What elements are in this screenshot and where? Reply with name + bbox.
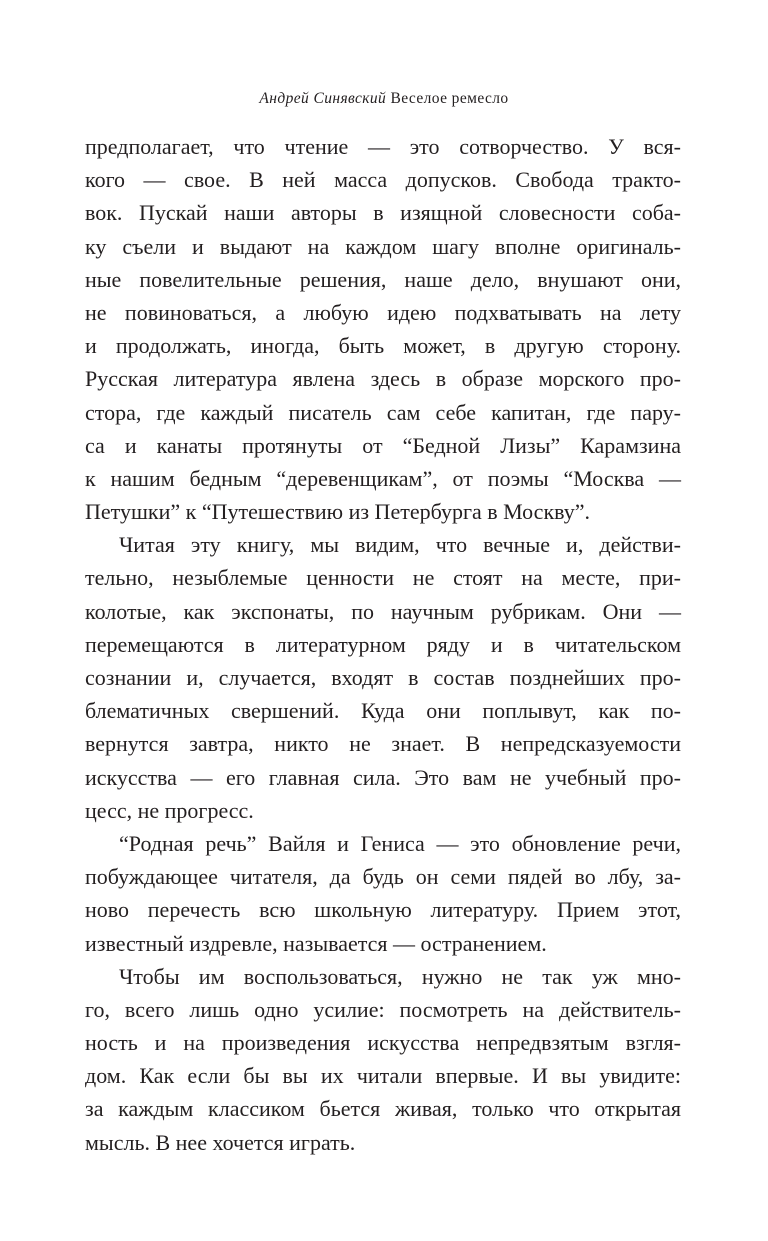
text-line: ку съели и выдают на каждом шагу вполне оригиналь- (85, 233, 681, 259)
running-head (0, 90, 768, 108)
text-line: сознании и, случается, входят в состав позднейших про- (85, 665, 681, 690)
paragraph (85, 528, 681, 827)
text-line: и продолжать, иногда, быть может, в другую сторону. (85, 333, 681, 359)
text-line: Русская литература явлена здесь в образе морского про- (85, 366, 681, 392)
body-text (85, 130, 681, 1159)
text-line: блематичных свершений. Куда они поплывут, как по- (85, 698, 681, 724)
text-line: “Родная речь” Вайля и Гениса — это обновление речи, (119, 830, 681, 856)
text-line: тельно, незыблемые ценности не стоят на месте, при- (85, 565, 681, 591)
paragraph (85, 827, 681, 960)
text-line: ново перечесть всю школьную литературу. Прием этот, (85, 897, 681, 923)
text-line: не повиноваться, а любую идею подхватывать на лету (85, 299, 681, 325)
text-line: перемещаются в литературном ряду и в читательском (85, 631, 681, 657)
paragraph (85, 960, 681, 1159)
text-line: го, всего лишь одно усилие: посмотреть на действитель- (85, 996, 681, 1022)
paragraph (85, 130, 681, 528)
text-line: Читая эту книгу, мы видим, что вечные и, действи- (119, 532, 681, 558)
text-line: побуждающее читателя, да будь он семи пядей во лбу, за- (85, 864, 681, 890)
text-line: са и канаты протянуты от “Бедной Лизы” Карамзина (85, 432, 681, 458)
text-line: вернутся завтра, никто не знает. В непредсказуемости (85, 731, 681, 757)
text-line: мысль. В нее хочется играть. (85, 1129, 356, 1155)
text-line: стора, где каждый писатель сам себе капитан, где пару- (85, 399, 681, 425)
text-line: Чтобы им воспользоваться, нужно не так уж мно- (119, 963, 681, 989)
text-line: искусства — его главная сила. Это вам не учебный про- (85, 764, 681, 790)
text-line: за каждым классиком бьется живая, только что открытая (85, 1096, 681, 1122)
text-line: колотые, как экспонаты, по научным рубрикам. Они — (85, 598, 681, 624)
text-line: Петушки” к “Путешествию из Петербурга в Москву”. (85, 499, 591, 525)
text-line: цесс, не прогресс. (85, 797, 254, 823)
running-head-author: Андрей Синявский (259, 90, 387, 107)
running-head-book-title: Веселое ремесло (390, 90, 509, 107)
text-line: известный издревле, называется — остранением. (85, 930, 547, 956)
text-line: дом. Как если бы вы их читали впервые. И вы увидите: (85, 1063, 681, 1089)
text-line: вок. Пускай наши авторы в изящной словесности соба- (85, 200, 681, 226)
text-line: ные повелительные решения, наше дело, внушают они, (85, 266, 681, 292)
text-line: к нашим бедным “деревенщикам”, от поэмы “Москва — (85, 465, 681, 491)
text-line: ность и на произведения искусства непредвзятым взгля- (85, 1030, 681, 1056)
text-line: предполагает, что чтение — это сотворчество. У вся- (85, 134, 681, 159)
text-line: кого — свое. В ней масса допусков. Свобода тракто- (85, 167, 681, 193)
